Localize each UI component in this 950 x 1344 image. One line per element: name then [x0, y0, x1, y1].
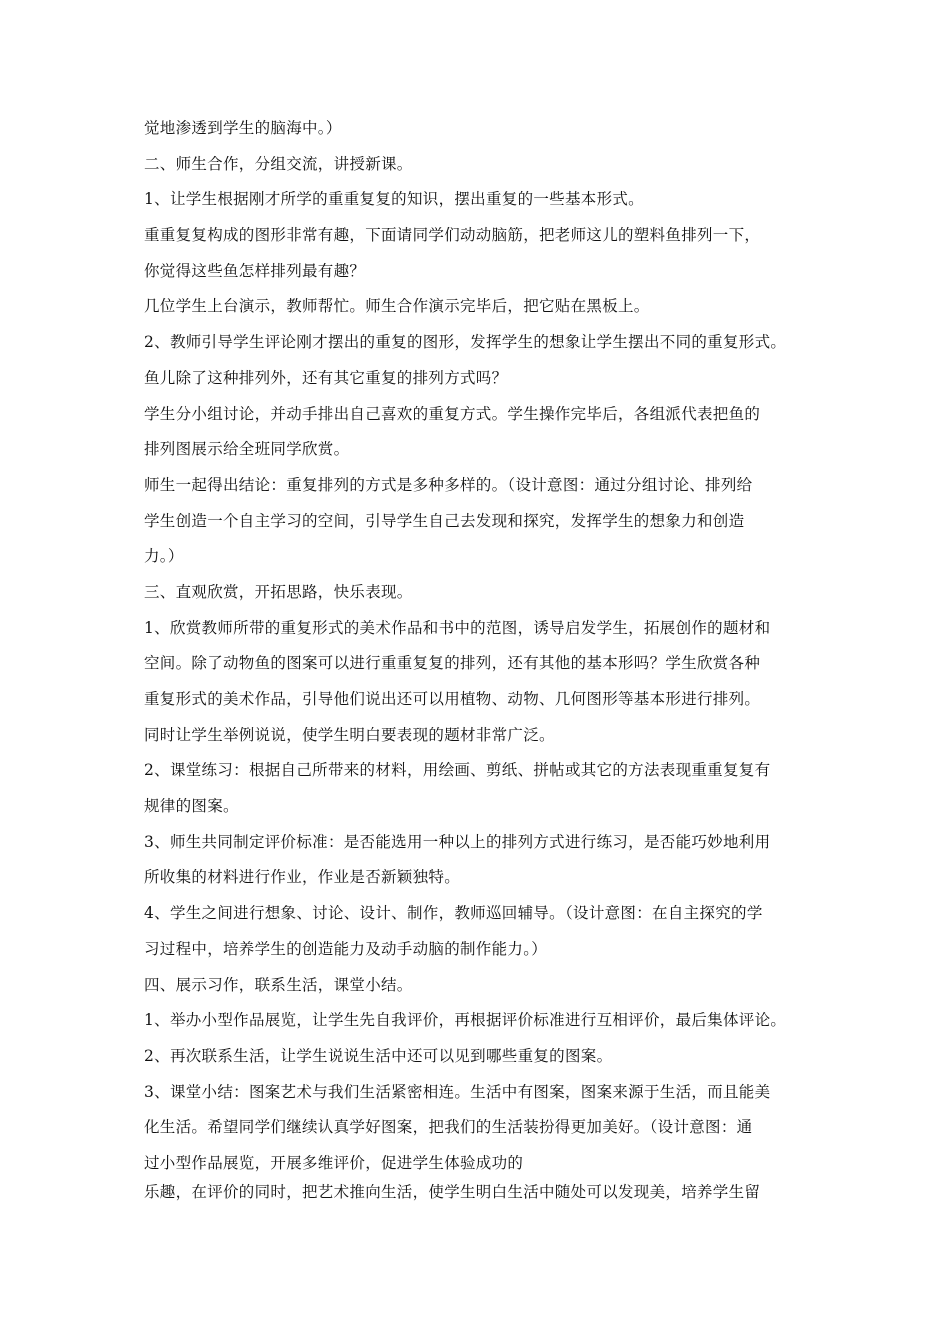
text-line: 3、师生共同制定评价标准：是否能选用一种以上的排列方式进行练习，是否能巧妙地利用 — [144, 832, 771, 851]
text-line: 觉地渗透到学生的脑海中。） — [144, 119, 342, 137]
lesson-plan-body — [144, 118, 834, 1218]
text-line: 空间。除了动物鱼的图案可以进行重重复复的排列，还有其他的基本形吗？学生欣赏各种 — [144, 654, 761, 673]
text-line: 排列图展示给全班同学欣赏。 — [144, 440, 350, 459]
text-line: 重复形式的美术作品，引导他们说出还可以用植物、动物、几何图形等基本形进行排列。 — [144, 690, 761, 708]
text-line: 几位学生上台演示，教师帮忙。师生合作演示完毕后，把它贴在黑板上。 — [144, 297, 650, 316]
text-line: 2、课堂练习：根据自己所带来的材料，用绘画、剪纸、拼帖或其它的方法表现重重复复有 — [144, 761, 771, 780]
text-line: 2、教师引导学生评论刚才摆出的重复的图形，发挥学生的想象让学生摆出不同的重复形式。 — [144, 333, 787, 352]
text-line: 1、举办小型作品展览，让学生先自我评价，再根据评价标准进行互相评价，最后集体评论。 — [144, 1011, 787, 1030]
section-heading-2: 二、师生合作，分组交流，讲授新课。 — [144, 154, 413, 173]
section-heading-4: 四、展示习作，联系生活，课堂小结。 — [144, 975, 413, 994]
text-line: 所收集的材料进行作业，作业是否新颖独特。 — [144, 868, 461, 887]
text-line: 习过程中，培养学生的创造能力及动手动脑的制作能力。） — [144, 939, 548, 958]
text-line: 1、让学生根据刚才所学的重重复复的知识，摆出重复的一些基本形式。 — [144, 190, 644, 209]
text-line: 你觉得这些鱼怎样排列最有趣？ — [144, 261, 366, 280]
text-line: 过小型作品展览，开展多维评价，促进学生体验成功的 — [144, 1153, 524, 1172]
section-heading-3: 三、直观欣赏，开拓思路，快乐表现。 — [144, 582, 413, 601]
text-line: 规律的图案。 — [144, 797, 239, 816]
text-line: 鱼儿除了这种排列外，还有其它重复的排列方式吗？ — [144, 368, 508, 387]
text-line: 师生一起得出结论：重复排列的方式是多种多样的。（设计意图：通过分组讨论、排列给 — [144, 475, 753, 494]
text-line: 学生分小组讨论，并动手排出自己喜欢的重复方式。学生操作完毕后，各组派代表把鱼的 — [144, 404, 761, 423]
text-line: 1、欣赏教师所带的重复形式的美术作品和书中的范图，诱导启发学生，拓展创作的题材和 — [144, 618, 771, 637]
text-line: 乐趣，在评价的同时，把艺术推向生活，使学生明白生活中随处可以发现美，培养学生留 — [144, 1182, 761, 1201]
text-line: 同时让学生举例说说，使学生明白要表现的题材非常广泛。 — [144, 725, 555, 744]
text-line: 2、再次联系生活，让学生说说生活中还可以见到哪些重复的图案。 — [144, 1046, 613, 1065]
text-line: 学生创造一个自主学习的空间，引导学生自己去发现和探究，发挥学生的想象力和创造 — [144, 511, 745, 530]
text-line: 重重复复构成的图形非常有趣，下面请同学们动动脑筋，把老师这儿的塑料鱼排列一下， — [144, 226, 761, 245]
text-line: 4、学生之间进行想象、讨论、设计、制作，教师巡回辅导。（设计意图：在自主探究的学 — [144, 904, 763, 923]
text-line: 化生活。希望同学们继续认真学好图案，把我们的生活装扮得更加美好。（设计意图：通 — [144, 1118, 753, 1137]
text-line: 3、课堂小结：图案艺术与我们生活紧密相连。生活中有图案，图案来源于生活，而且能美 — [144, 1082, 771, 1101]
text-line: 力。） — [144, 547, 184, 566]
